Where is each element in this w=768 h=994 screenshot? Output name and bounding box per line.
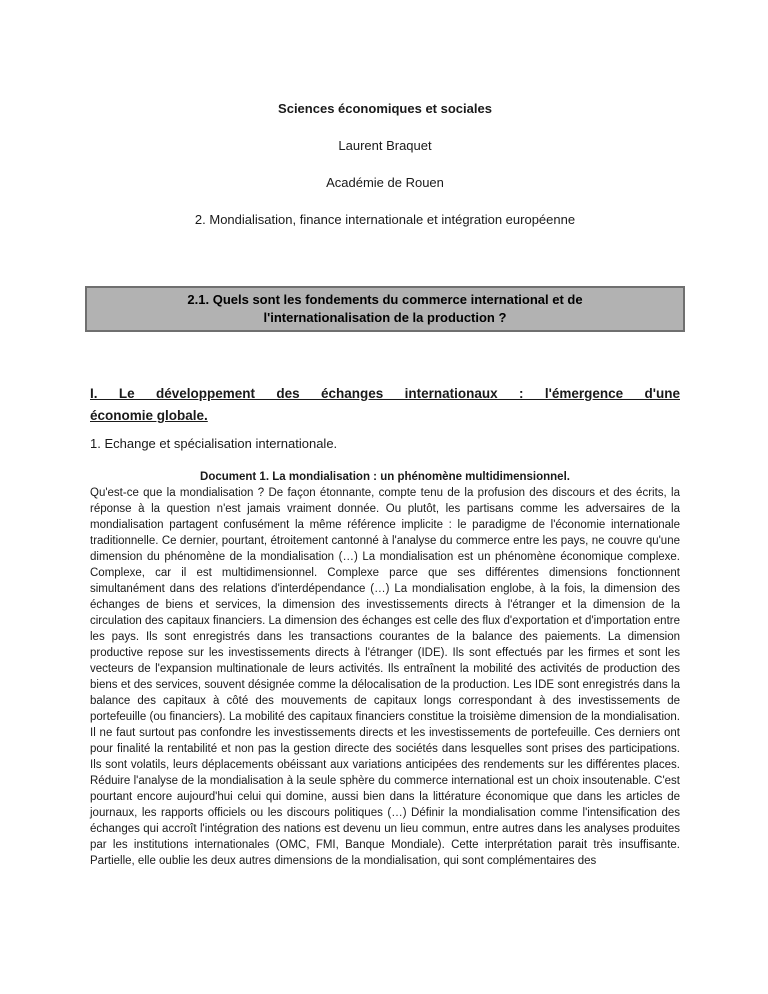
document-body-text: Qu'est-ce que la mondialisation ? De façon étonnante, compte tenu de la profusion des discours et des écrits, la réponse à la question n'est jamais vraiment donnée. Ou plutôt, les partisans comme les adversaires de la mondialisation partagent confusément la même référence implicite : le paradigme de l'économie internationale traditionnelle. Ce dernier, pourtant, étroitement cantonné à l'analyse du commerce entre les pays, ne couvre qu'une dimension du phénomène de la mondialisation (…) La mondialisation est un phénomène économique complexe. Complexe, car il est multidimensionnel. Complexe parce que ses différentes dimensions fonctionnent simultanément dans des relations d'interdépendance (…) La mondialisation englobe, à la fois, la dimension des échanges de biens et services, la dimension des investissements directs à l'étranger et la dimension de la circulation des capitaux financiers. La dimension des échanges est celle des flux d'exportation et d'importation entre les pays. Ils sont enregistrés dans les transactions courantes de la balance des paiements. La dimension productive repose sur les investissements directs à l'étranger (IDE). Ils sont effectués par les firmes et sont les vecteurs de l'expansion multinationale de leurs activités. Ils entraînent la mobilité des activités de production des biens et des services, souvent désignée comme la délocalisation de la production. Les IDE sont enregistrés dans la balance des capitaux à côté des mouvements de capitaux longs correspondant à des investissements de portefeuille (ou financiers). La mobilité des capitaux financiers constitue la troisième dimension de la mondialisation. Il ne faut surtout pas confondre les investissements directs et les investissements de portefeuille. Ces derniers ont pour finalité la rentabilité et non pas la gestion directe des sociétés dans lesquelles sont prises des participations. Ils sont volatils, leurs déplacements obéissant aux variations anticipées des rendements sur les différentes places. Réduire l'analyse de la mondialisation à la seule sphère du commerce international est un choix insoutenable. C'est pourtant encore aujourd'hui celui qui domine, aussi bien dans la littérature économique que dans les articles de journaux, les rapports officiels ou les discours politiques (…) Définir la mondialisation comme l'intensification des échanges qui accroît l'intégration des nations est devenu un lieu commun, entre autres dans les analyses produites par les institutions internationales (OMC, FMI, Banque Mondiale). Cette interprétation parait très insuffisante. Partielle, elle oublie les deux autres dimensions de la mondialisation, qui sont complémentaires des xyxy=(90,487,680,867)
header-author: Laurent Braquet xyxy=(338,138,432,153)
section-heading-line1: I. Le développement des échanges internationaux : l'émergence d'une xyxy=(90,386,680,401)
header-chapter: 2. Mondialisation, finance internationale et intégration européenne xyxy=(194,212,576,227)
header-title: Sciences économiques et sociales xyxy=(278,101,492,116)
section-heading xyxy=(90,383,680,427)
document-title: Document 1. La mondialisation : un phénomène multidimensionnel. xyxy=(200,471,570,483)
subsection-heading: 1. Echange et spécialisation internationale. xyxy=(90,436,338,451)
header-academy: Académie de Rouen xyxy=(326,175,444,190)
section-banner xyxy=(85,286,685,332)
section-heading-line2: économie globale. xyxy=(90,408,208,423)
section-banner-text: 2.1. Quels sont les fondements du commerce international et de l'internationalisation de la production ? xyxy=(187,292,583,325)
